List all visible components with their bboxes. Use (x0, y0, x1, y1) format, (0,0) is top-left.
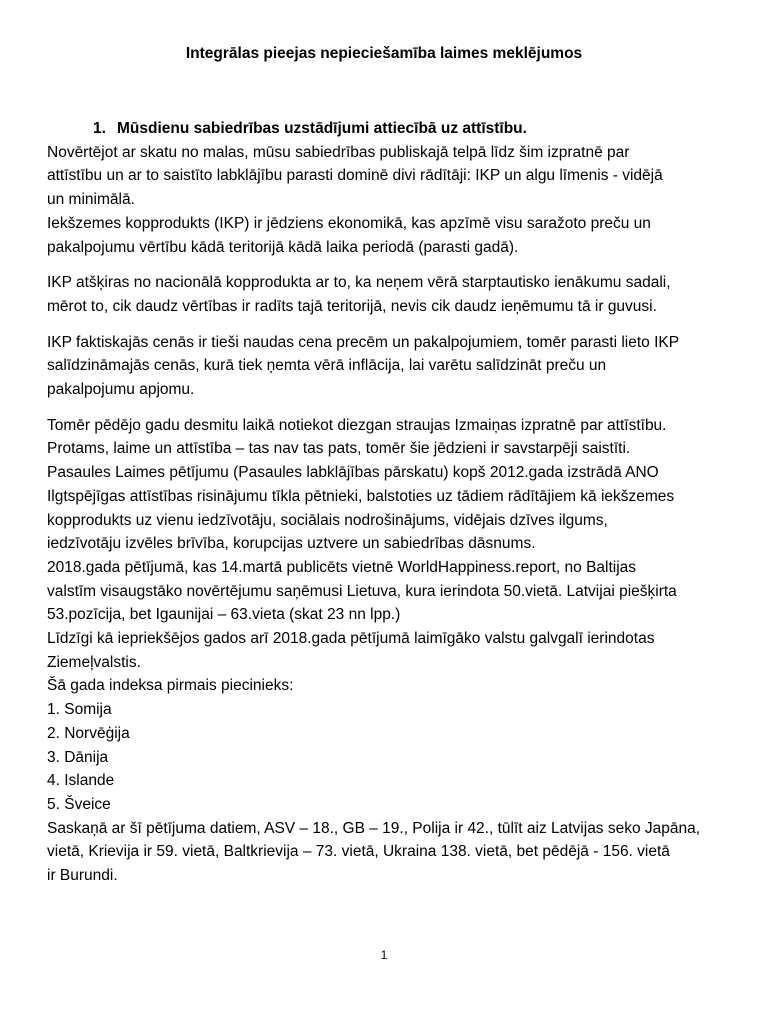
text-line: attīstību un ar to saistīto labklājību parasti dominē divi rādītāji: IKP un algu līmenis - vidējā (47, 167, 663, 185)
document-body (47, 117, 727, 888)
section-heading (47, 117, 727, 141)
text-line: 2018.gada pētījumā, kas 14.martā publicēts vietnē WorldHappiness.report, no Baltijas (47, 558, 637, 576)
paragraph (47, 141, 727, 260)
text-line: mērot to, cik daudz vērtības ir radīts tajā teritorijā, nevis cik daudz ieņēmumu tā ir guvusi. (47, 297, 657, 315)
paragraph (47, 414, 727, 888)
document-title: Integrālas pieejas nepieciešamība laimes meklējumos (185, 45, 583, 62)
section-heading-text: Mūsdienu sabiedrības uzstādījumi attiecībā uz attīstību. (117, 120, 527, 137)
paragraph-gap (47, 319, 727, 331)
text-line: Ilgtspējīgas attīstības risinājumu tīkla pētnieki, balstoties uz tādiem rādītājiem kā iekšzemes (47, 487, 675, 505)
text-line: pakalpojumu vērtību kādā teritorijā kādā laika periodā (parasti gadā). (47, 238, 519, 256)
paragraph (47, 331, 727, 402)
section-number: 1. (93, 120, 106, 137)
text-line: Iekšzemes kopprodukts (IKP) ir jēdziens ekonomikā, kas apzīmē visu saražoto preču un (47, 214, 651, 232)
text-line: iedzīvotāju izvēles brīvība, korupcijas uztvere un sabiedrības dāsnums. (47, 535, 536, 553)
text-line: ir Burundi. (47, 867, 118, 885)
paragraph-gap (47, 402, 727, 414)
text-line: Novērtējot ar skatu no malas, mūsu sabiedrības publiskajā telpā līdz šim izpratnē par (47, 143, 630, 161)
text-line: IKP faktiskajās cenās ir tieši naudas cena precēm un pakalpojumiem, tomēr parasti lieto IKP (47, 333, 680, 351)
text-line: 1. Somija (47, 701, 112, 719)
paragraph (47, 271, 727, 318)
text-line: Ziemeļvalstis. (47, 653, 141, 671)
text-line: Līdzīgi kā iepriekšējos gados arī 2018.gada pētījumā laimīgāko valstu galvgalī ierindotas (47, 630, 655, 648)
text-line: un minimālā. (47, 191, 135, 209)
text-line: Saskaņā ar šī pētījuma datiem, ASV – 18., GB – 19., Polija ir 42., tūlīt aiz Latvijas seko Japāna, (47, 819, 701, 837)
page-number: 1 (380, 948, 388, 962)
paragraph-gap (47, 259, 727, 271)
text-line: 5. Šveice (47, 795, 111, 813)
text-line: Protams, laime un attīstība – tas nav tas pats, tomēr šie jēdzieni ir savstarpēji saistīti. (47, 440, 631, 458)
text-line: IKP atšķiras no nacionālā kopprodukta ar to, ka neņem vērā starptautisko ienākumu sadali, (47, 274, 671, 292)
text-line: Tomēr pēdējo gadu desmitu laikā notiekot diezgan straujas Izmaiņas izpratnē par attīstību. (47, 416, 667, 434)
text-line: salīdzināmajās cenās, kurā tiek ņemta vērā inflācija, lai varētu salīdzināt preču un (47, 357, 607, 375)
text-line: Šā gada indeksa pirmais piecinieks: (47, 677, 294, 695)
text-line: valstīm visaugstāko novērtējumu saņēmusi Lietuva, kura ierindota 50.vietā. Latvijai piešķirta (47, 582, 677, 600)
text-line: vietā, Krievija ir 59. vietā, Baltkrievija – 73. vietā, Ukraina 138. vietā, bet pēdējā - 156. vietā (47, 843, 670, 861)
paragraphs-container (47, 141, 727, 888)
text-line: kopprodukts uz vienu iedzīvotāju, sociālais nodrošinājums, vidējais dzīves ilgums, (47, 511, 608, 529)
text-line: 3. Dānija (47, 748, 109, 766)
text-line: pakalpojumu apjomu. (47, 381, 195, 399)
text-line: 4. Islande (47, 772, 115, 790)
text-line: 2. Norvēģija (47, 724, 130, 742)
text-line: Pasaules Laimes pētījumu (Pasaules labklājības pārskatu) kopš 2012.gada izstrādā ANO (47, 464, 659, 482)
text-line: 53.pozīcija, bet Igaunijai – 63.vieta (skat 23 nn lpp.) (47, 606, 401, 624)
